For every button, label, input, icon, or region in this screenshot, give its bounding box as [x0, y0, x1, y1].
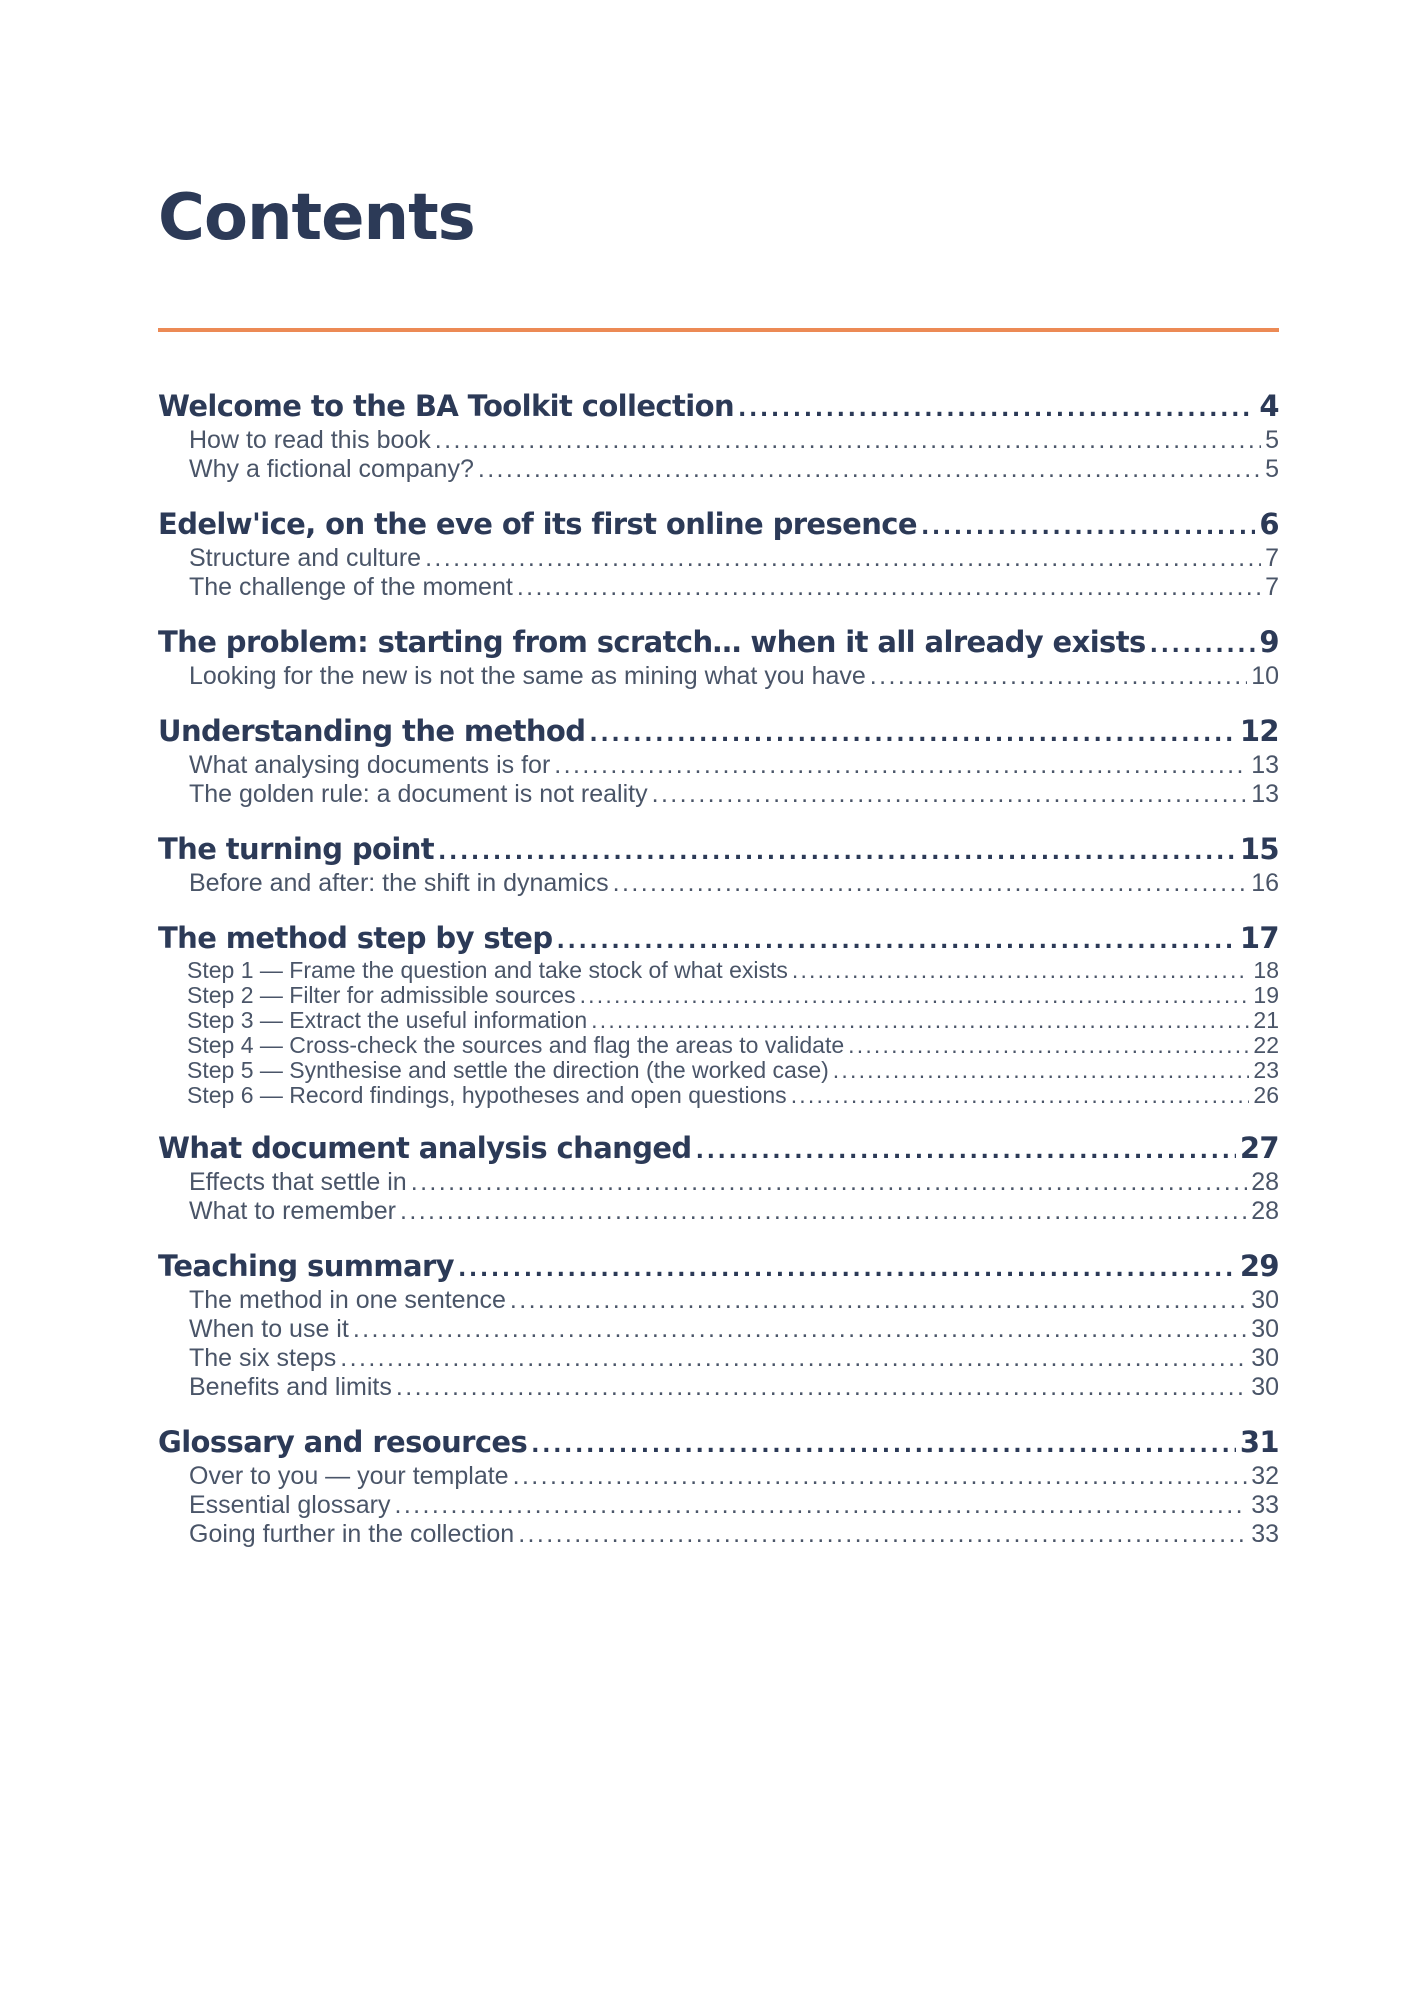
title-divider: [158, 328, 1279, 332]
subentry-page-number: 16: [1251, 869, 1279, 897]
dot-leader: [513, 1462, 1248, 1491]
subentry-page-number: 30: [1251, 1315, 1279, 1343]
subentry-page-number: 30: [1251, 1373, 1279, 1401]
chapter-page-number: 6: [1259, 507, 1279, 541]
chapter-title: The method step by step: [158, 921, 553, 955]
toc-subentry[interactable]: [158, 869, 1279, 898]
subentry-page-number: 21: [1253, 1007, 1279, 1033]
dot-leader: [613, 869, 1248, 898]
subentry-title: What to remember: [189, 1197, 397, 1225]
dot-leader: [870, 662, 1247, 691]
subentry-title: The challenge of the moment: [189, 573, 513, 601]
subentry-title: Why a fictional company?: [189, 455, 474, 483]
dot-leader: [396, 1373, 1247, 1402]
dot-leader: [510, 1286, 1247, 1315]
toc-subentry[interactable]: [158, 780, 1279, 809]
subentry-page-number: 10: [1251, 662, 1279, 690]
subentry-page-number: 28: [1251, 1168, 1279, 1196]
toc-subentry[interactable]: [158, 983, 1279, 1008]
chapter-page-number: 17: [1239, 921, 1279, 955]
toc-subentry[interactable]: [158, 455, 1279, 484]
dot-leader: [557, 922, 1236, 962]
chapter-title: Edelw'ice, on the eve of its first online presence: [158, 507, 917, 541]
toc-subentry[interactable]: [158, 1008, 1279, 1033]
dot-leader: [438, 833, 1236, 873]
subentry-page-number: 30: [1251, 1286, 1279, 1314]
subentry-title: What analysing documents is for: [189, 751, 551, 779]
toc-chapter-entry[interactable]: [158, 622, 1279, 662]
subentry-title: The six steps: [189, 1344, 337, 1372]
subentry-title: Step 1 — Frame the question and take stock of what exists: [187, 957, 788, 983]
subentry-title: Step 6 — Record findings, hypotheses and open questions: [187, 1082, 787, 1108]
toc-subentry[interactable]: [158, 573, 1279, 602]
toc-section: [158, 829, 1279, 898]
dot-leader: [848, 1033, 1249, 1058]
dot-leader: [340, 1344, 1247, 1373]
toc-subentry[interactable]: [158, 662, 1279, 691]
toc-subentry[interactable]: [158, 544, 1279, 573]
subentry-page-number: 13: [1251, 780, 1279, 808]
toc-subentry[interactable]: [158, 426, 1279, 455]
toc-section: [158, 711, 1279, 809]
toc-subentry[interactable]: [158, 958, 1279, 983]
toc-chapter-entry[interactable]: [158, 1422, 1279, 1462]
dot-leader: [518, 1520, 1247, 1549]
dot-leader: [696, 1132, 1236, 1172]
subentry-page-number: 26: [1253, 1082, 1279, 1108]
chapter-title: The problem: starting from scratch… when it all already exists: [158, 625, 1146, 659]
toc-section: [158, 918, 1279, 1108]
toc-section: [158, 1246, 1279, 1402]
subentry-page-number: 5: [1265, 455, 1279, 483]
toc-section: [158, 1422, 1279, 1549]
dot-leader: [1150, 626, 1256, 666]
chapter-title: Welcome to the BA Toolkit collection: [158, 389, 734, 423]
toc-subentry[interactable]: [158, 1520, 1279, 1549]
toc-subentry[interactable]: [158, 1083, 1279, 1108]
toc-subentry[interactable]: [158, 1462, 1279, 1491]
chapter-page-number: 9: [1259, 625, 1279, 659]
chapter-title: Teaching summary: [158, 1249, 454, 1283]
subentry-page-number: 32: [1251, 1462, 1279, 1490]
dot-leader: [435, 426, 1261, 455]
subentry-title: Structure and culture: [189, 544, 422, 572]
dot-leader: [792, 958, 1250, 983]
chapter-title: What document analysis changed: [158, 1131, 692, 1165]
subentry-title: The golden rule: a document is not reality: [189, 780, 648, 808]
dot-leader: [921, 508, 1255, 548]
toc-subentry[interactable]: [158, 1344, 1279, 1373]
toc-section: [158, 622, 1279, 691]
toc-subentry[interactable]: [158, 1491, 1279, 1520]
dot-leader: [531, 1426, 1236, 1466]
subentry-title: Benefits and limits: [189, 1373, 392, 1401]
subentry-page-number: 7: [1265, 544, 1279, 572]
toc-subentry[interactable]: [158, 1197, 1279, 1226]
toc-chapter-entry[interactable]: [158, 711, 1279, 751]
dot-leader: [791, 1083, 1250, 1108]
chapter-title: Glossary and resources: [158, 1425, 528, 1459]
subentry-title: Essential glossary: [189, 1491, 391, 1519]
toc-subentry[interactable]: [158, 1168, 1279, 1197]
toc-chapter-entry[interactable]: [158, 1246, 1279, 1286]
dot-leader: [589, 715, 1235, 755]
subentry-page-number: 13: [1251, 751, 1279, 779]
chapter-page-number: 29: [1239, 1249, 1279, 1283]
toc-subentry[interactable]: [158, 1373, 1279, 1402]
chapter-page-number: 12: [1239, 714, 1279, 748]
table-of-contents: [158, 386, 1279, 1569]
dot-leader: [554, 751, 1247, 780]
subentry-title: Going further in the collection: [189, 1520, 515, 1548]
dot-leader: [652, 780, 1248, 809]
subentry-title: Step 4 — Cross-check the sources and flag the areas to validate: [187, 1032, 845, 1058]
dot-leader: [478, 455, 1261, 484]
subentry-title: Over to you — your template: [189, 1462, 509, 1490]
subentry-page-number: 5: [1265, 426, 1279, 454]
subentry-page-number: 33: [1251, 1520, 1279, 1548]
chapter-title: The turning point: [158, 832, 435, 866]
subentry-page-number: 19: [1253, 982, 1279, 1008]
subentry-page-number: 22: [1253, 1032, 1279, 1058]
dot-leader: [394, 1491, 1247, 1520]
toc-subentry[interactable]: [158, 1058, 1279, 1083]
toc-section: [158, 386, 1279, 484]
toc-chapter-entry[interactable]: [158, 829, 1279, 869]
subentry-title: Effects that settle in: [189, 1168, 407, 1196]
chapter-page-number: 15: [1239, 832, 1279, 866]
subentry-title: Step 5 — Synthesise and settle the direction (the worked case): [187, 1057, 829, 1083]
chapter-page-number: 4: [1259, 389, 1279, 423]
dot-leader: [738, 390, 1255, 430]
subentry-title: How to read this book: [189, 426, 431, 454]
toc-subentry[interactable]: [158, 1315, 1279, 1344]
toc-chapter-entry[interactable]: [158, 386, 1279, 426]
subentry-page-number: 33: [1251, 1491, 1279, 1519]
subentry-page-number: 23: [1253, 1057, 1279, 1083]
dot-leader: [411, 1168, 1247, 1197]
subentry-title: Step 3 — Extract the useful information: [187, 1007, 588, 1033]
subentry-title: Before and after: the shift in dynamics: [189, 869, 609, 897]
subentry-title: When to use it: [189, 1315, 349, 1343]
toc-section: [158, 1128, 1279, 1226]
dot-leader: [400, 1197, 1247, 1226]
subentry-page-number: 30: [1251, 1344, 1279, 1372]
chapter-page-number: 27: [1239, 1131, 1279, 1165]
subentry-page-number: 18: [1253, 957, 1279, 983]
toc-subentry[interactable]: [158, 1033, 1279, 1058]
toc-subentry[interactable]: [158, 751, 1279, 780]
subentry-page-number: 28: [1251, 1197, 1279, 1225]
dot-leader: [580, 983, 1250, 1008]
toc-section: [158, 504, 1279, 602]
dot-leader: [458, 1250, 1236, 1290]
subentry-page-number: 7: [1265, 573, 1279, 601]
chapter-title: Understanding the method: [158, 714, 586, 748]
subentry-title: Step 2 — Filter for admissible sources: [187, 982, 576, 1008]
dot-leader: [517, 573, 1261, 602]
chapter-page-number: 31: [1239, 1425, 1279, 1459]
dot-leader: [425, 544, 1261, 573]
toc-subentry[interactable]: [158, 1286, 1279, 1315]
page-title: Contents: [158, 181, 475, 255]
toc-chapter-entry[interactable]: [158, 918, 1279, 958]
dot-leader: [591, 1008, 1249, 1033]
dot-leader: [353, 1315, 1247, 1344]
dot-leader: [833, 1058, 1250, 1083]
toc-chapter-entry[interactable]: [158, 1128, 1279, 1168]
toc-chapter-entry[interactable]: [158, 504, 1279, 544]
subentry-title: The method in one sentence: [189, 1286, 506, 1314]
subentry-title: Looking for the new is not the same as mining what you have: [189, 662, 866, 690]
